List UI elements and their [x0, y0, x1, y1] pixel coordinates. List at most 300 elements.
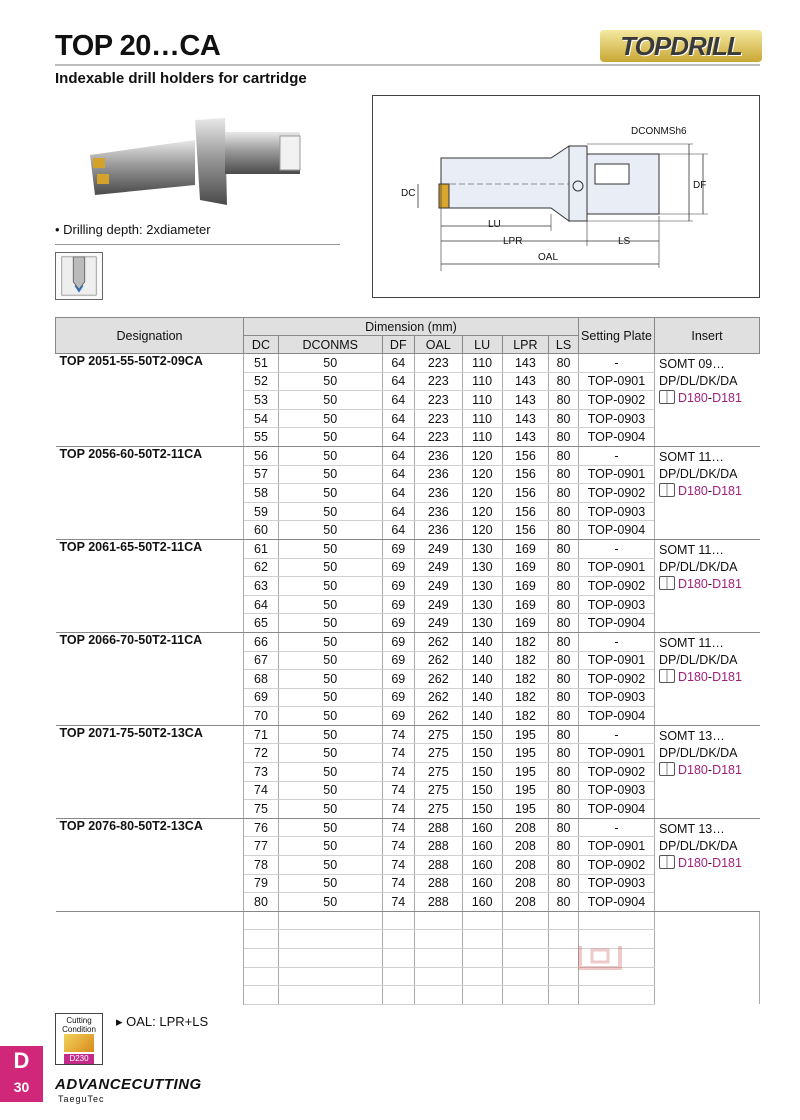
table-row — [56, 539, 760, 558]
dimension-cell: 80 — [549, 558, 579, 577]
depth-divider — [55, 244, 340, 245]
df-label: DF — [693, 180, 707, 191]
empty-cell — [655, 967, 760, 986]
setting-plate-cell: TOP-0903 — [579, 502, 655, 521]
insert-type: SOMT 09… — [659, 357, 725, 371]
empty-cell — [655, 911, 760, 930]
setting-plate-cell: TOP-0901 — [579, 837, 655, 856]
dimension-cell: 140 — [462, 632, 502, 651]
dimension-cell: 61 — [244, 539, 279, 558]
dimension-cell: 64 — [382, 484, 414, 503]
designation-cell: TOP 2066-70-50T2-11CA — [56, 632, 244, 725]
dimension-cell: 236 — [414, 446, 462, 465]
setting-plate-cell: - — [579, 725, 655, 744]
dimension-cell: 64 — [382, 409, 414, 428]
dimension-cell: 80 — [244, 893, 279, 912]
dimension-cell: 208 — [502, 874, 548, 893]
dimension-cell: 262 — [414, 688, 462, 707]
dimension-cell: 288 — [414, 837, 462, 856]
dimension-cell: 236 — [414, 521, 462, 540]
insert-type: SOMT 11… — [659, 635, 724, 650]
empty-cell — [579, 911, 655, 930]
dimension-cell: 50 — [278, 428, 382, 447]
page-ref-end: D181 — [712, 483, 742, 498]
insert-grades: DP/DL/DK/DA — [659, 745, 738, 760]
dimension-cell: 120 — [462, 484, 502, 503]
dimension-cell: 80 — [549, 354, 579, 373]
dimension-cell: 50 — [278, 354, 382, 373]
dimension-cell: 275 — [414, 725, 462, 744]
page-ref-sep: - — [707, 391, 713, 405]
empty-cell — [414, 986, 462, 1005]
setting-plate-cell: TOP-0904 — [579, 707, 655, 726]
insert-page-ref[interactable] — [659, 390, 760, 407]
dimension-cell: 50 — [278, 818, 382, 837]
dimension-cell: 275 — [414, 781, 462, 800]
insert-header: Insert — [655, 318, 760, 354]
dimension-cell: 160 — [462, 856, 502, 875]
dimension-cell: 64 — [382, 465, 414, 484]
insert-cell — [655, 632, 760, 725]
dimension-cell: 80 — [549, 372, 579, 391]
dimension-cell: 169 — [502, 577, 548, 596]
dimension-cell: 73 — [244, 763, 279, 782]
empty-cell — [278, 949, 382, 968]
empty-cell — [382, 986, 414, 1005]
dimension-cell: 50 — [278, 391, 382, 410]
dimension-cell: 288 — [414, 856, 462, 875]
cutting-condition-link[interactable] — [55, 1013, 103, 1065]
dimension-cell: 50 — [278, 465, 382, 484]
dimension-cell: 208 — [502, 856, 548, 875]
oal-note: ▸ OAL: LPR+LS — [116, 1014, 209, 1029]
empty-cell — [244, 986, 279, 1005]
dimension-cell: 120 — [462, 446, 502, 465]
insert-grades: DP/DL/DK/DA — [659, 559, 738, 574]
empty-cell — [56, 930, 244, 949]
spec-table — [55, 317, 760, 1005]
dimension-cell: 50 — [278, 446, 382, 465]
dimension-cell: 80 — [549, 428, 579, 447]
page-ref-end: D181 — [712, 391, 742, 405]
dimension-cell: 63 — [244, 577, 279, 596]
dimension-cell: 80 — [549, 595, 579, 614]
dimension-cell: 55 — [244, 428, 279, 447]
cutting-condition-label: Cutting Condition — [62, 1016, 96, 1034]
book-icon — [659, 576, 675, 590]
empty-cell — [56, 949, 244, 968]
insert-cell — [655, 539, 760, 632]
dimension-cell: 50 — [278, 632, 382, 651]
dimension-cell: 143 — [502, 354, 548, 373]
setting-plate-cell: - — [579, 354, 655, 373]
dimension-header: Dimension (mm) — [244, 318, 579, 336]
book-icon — [659, 390, 675, 404]
table-row — [56, 632, 760, 651]
insert-grades: DP/DL/DK/DA — [659, 374, 738, 388]
dimension-cell: 182 — [502, 651, 548, 670]
drill-holder-photo — [75, 110, 315, 210]
empty-cell — [56, 967, 244, 986]
empty-cell — [244, 911, 279, 930]
empty-cell — [414, 949, 462, 968]
dimension-cell: 249 — [414, 577, 462, 596]
dimension-cell: 110 — [462, 372, 502, 391]
page-ref-sep: - — [707, 669, 713, 684]
dimension-cell: 69 — [382, 707, 414, 726]
dimension-cell: 50 — [278, 837, 382, 856]
dimension-cell: 64 — [382, 521, 414, 540]
page-ref-start: D180 — [678, 855, 708, 870]
dimension-cell: 195 — [502, 744, 548, 763]
dimension-cell: 169 — [502, 558, 548, 577]
dimension-cell: 50 — [278, 800, 382, 819]
page-ref-end: D181 — [712, 855, 742, 870]
dimension-cell: 74 — [382, 856, 414, 875]
lu-label: LU — [488, 219, 501, 230]
dimension-cell: 69 — [382, 577, 414, 596]
dimension-cell: 140 — [462, 670, 502, 689]
dimension-cell: 195 — [502, 763, 548, 782]
dimension-cell: 262 — [414, 651, 462, 670]
dimension-cell: 74 — [382, 763, 414, 782]
dimension-cell: 80 — [549, 614, 579, 633]
empty-cell — [56, 986, 244, 1005]
dimension-cell: 57 — [244, 465, 279, 484]
brand-logo: ADVANCECUTTING — [55, 1076, 202, 1093]
setting-plate-cell: TOP-0901 — [579, 744, 655, 763]
empty-cell — [462, 911, 502, 930]
designation-cell: TOP 2076-80-50T2-13CA — [56, 818, 244, 911]
empty-cell — [462, 967, 502, 986]
dimension-cell: 120 — [462, 465, 502, 484]
setting-plate-cell: TOP-0903 — [579, 874, 655, 893]
column-header-dconms: DCONMS — [278, 336, 382, 354]
dimension-cell: 140 — [462, 651, 502, 670]
dimension-cell: 80 — [549, 521, 579, 540]
page-ref-start: D180 — [678, 669, 708, 684]
setting-plate-cell: TOP-0902 — [579, 577, 655, 596]
dimension-cell: 50 — [278, 372, 382, 391]
setting-plate-cell: - — [579, 818, 655, 837]
dimension-cell: 70 — [244, 707, 279, 726]
setting-plate-cell: TOP-0902 — [579, 484, 655, 503]
dimension-cell: 50 — [278, 763, 382, 782]
dimension-drawing — [373, 96, 761, 299]
dimension-cell: 143 — [502, 428, 548, 447]
cutting-condition-icon — [64, 1034, 94, 1052]
page-number: 30 — [13, 1079, 30, 1095]
dimension-cell: 50 — [278, 577, 382, 596]
dimension-cell: 50 — [278, 781, 382, 800]
setting-plate-cell: TOP-0904 — [579, 893, 655, 912]
insert-type: SOMT 13… — [659, 821, 725, 836]
drilling-depth-note: • Drilling depth: 2xdiameter — [55, 222, 211, 237]
empty-cell — [414, 911, 462, 930]
dimension-cell: 50 — [278, 707, 382, 726]
dimension-cell: 223 — [414, 354, 462, 373]
dimension-cell: 249 — [414, 539, 462, 558]
dimension-cell: 156 — [502, 465, 548, 484]
page-ref-end: D181 — [712, 669, 742, 684]
dimension-cell: 150 — [462, 725, 502, 744]
empty-table-row — [56, 911, 760, 930]
dimension-cell: 195 — [502, 781, 548, 800]
book-icon — [659, 669, 675, 683]
empty-cell — [502, 911, 548, 930]
empty-cell — [655, 986, 760, 1005]
dimension-cell: 50 — [278, 651, 382, 670]
dimension-cell: 169 — [502, 539, 548, 558]
empty-cell — [382, 949, 414, 968]
dimension-cell: 53 — [244, 391, 279, 410]
dimension-cell: 110 — [462, 354, 502, 373]
drilling-depth-icon — [55, 252, 103, 300]
dimension-cell: 78 — [244, 856, 279, 875]
dimension-cell: 69 — [382, 558, 414, 577]
setting-plate-cell: TOP-0902 — [579, 670, 655, 689]
insert-page-ref[interactable] — [659, 576, 760, 593]
dimension-cell: 50 — [278, 874, 382, 893]
dimension-cell: 69 — [382, 670, 414, 689]
page-ref-sep: - — [707, 762, 713, 777]
lpr-label: LPR — [503, 236, 523, 247]
empty-cell — [462, 949, 502, 968]
section-tab — [0, 1046, 43, 1102]
topdrill-logo: TOPDRILL — [600, 30, 762, 62]
column-header-ls: LS — [549, 336, 579, 354]
dimension-cell: 80 — [549, 763, 579, 782]
dimension-cell: 182 — [502, 688, 548, 707]
dimension-cell: 64 — [382, 446, 414, 465]
column-header-lpr: LPR — [502, 336, 548, 354]
empty-cell — [655, 930, 760, 949]
dimension-cell: 80 — [549, 856, 579, 875]
insert-grades: DP/DL/DK/DA — [659, 652, 738, 667]
dimension-cell: 208 — [502, 893, 548, 912]
dimension-cell: 150 — [462, 744, 502, 763]
page-ref-start: D180 — [678, 391, 708, 405]
dimension-cell: 169 — [502, 595, 548, 614]
dimension-cell: 74 — [244, 781, 279, 800]
dimension-cell: 182 — [502, 632, 548, 651]
ls-label: LS — [618, 236, 631, 247]
book-icon — [659, 855, 675, 869]
dimension-cell: 208 — [502, 818, 548, 837]
designation-cell: TOP 2061-65-50T2-11CA — [56, 539, 244, 632]
dimension-cell: 143 — [502, 391, 548, 410]
dimension-cell: 249 — [414, 558, 462, 577]
page-title: TOP 20…CA — [55, 30, 221, 62]
dimension-cell: 195 — [502, 800, 548, 819]
setting-plate-cell: TOP-0904 — [579, 521, 655, 540]
table-row — [56, 818, 760, 837]
dimension-cell: 80 — [549, 781, 579, 800]
book-icon — [659, 762, 675, 776]
empty-cell — [382, 930, 414, 949]
dimension-cell: 156 — [502, 484, 548, 503]
dimension-cell: 64 — [382, 391, 414, 410]
setting-plate-cell: TOP-0901 — [579, 651, 655, 670]
designation-header: Designation — [56, 318, 244, 354]
dimension-cell: 50 — [278, 856, 382, 875]
insert-cell — [655, 354, 760, 447]
dconms-label: DCONMSh6 — [631, 126, 687, 137]
dimension-cell: 69 — [244, 688, 279, 707]
dimension-cell: 68 — [244, 670, 279, 689]
dimension-cell: 80 — [549, 707, 579, 726]
dimension-cell: 80 — [549, 874, 579, 893]
dimension-cell: 50 — [278, 670, 382, 689]
dimension-cell: 195 — [502, 725, 548, 744]
column-header-df: DF — [382, 336, 414, 354]
dimension-cell: 80 — [549, 502, 579, 521]
brand-subtitle: TaeguTec — [58, 1094, 105, 1104]
dc-label: DC — [401, 188, 416, 199]
empty-cell — [278, 986, 382, 1005]
dimension-cell: 74 — [382, 744, 414, 763]
dimension-cell: 69 — [382, 614, 414, 633]
dimension-cell: 80 — [549, 893, 579, 912]
dimension-cell: 54 — [244, 409, 279, 428]
table-row — [56, 725, 760, 744]
dimension-cell: 59 — [244, 502, 279, 521]
dimension-cell: 74 — [382, 800, 414, 819]
column-header-oal: OAL — [414, 336, 462, 354]
dimension-cell: 80 — [549, 688, 579, 707]
empty-cell — [655, 949, 760, 968]
dimension-cell: 71 — [244, 725, 279, 744]
dimension-cell: 80 — [549, 484, 579, 503]
dimension-cell: 74 — [382, 781, 414, 800]
setting-plate-cell: TOP-0903 — [579, 781, 655, 800]
insert-cell — [655, 818, 760, 911]
dimension-cell: 150 — [462, 781, 502, 800]
empty-cell — [549, 911, 579, 930]
dimension-cell: 50 — [278, 725, 382, 744]
dimension-cell: 160 — [462, 874, 502, 893]
dimension-cell: 236 — [414, 465, 462, 484]
dimension-cell: 74 — [382, 725, 414, 744]
dimension-cell: 66 — [244, 632, 279, 651]
empty-cell — [244, 930, 279, 949]
book-icon — [659, 483, 675, 497]
page-ref-start: D180 — [678, 762, 708, 777]
dimension-cell: 110 — [462, 409, 502, 428]
dimension-cell: 156 — [502, 521, 548, 540]
insert-page-ref[interactable] — [659, 762, 760, 779]
dimension-cell: 50 — [278, 409, 382, 428]
dimension-cell: 262 — [414, 632, 462, 651]
dimension-cell: 140 — [462, 688, 502, 707]
designation-cell: TOP 2071-75-50T2-13CA — [56, 725, 244, 818]
dimension-cell: 80 — [549, 577, 579, 596]
empty-cell — [382, 967, 414, 986]
insert-grades: DP/DL/DK/DA — [659, 466, 738, 481]
dimension-cell: 80 — [549, 446, 579, 465]
dimension-cell: 80 — [549, 818, 579, 837]
dimension-cell: 156 — [502, 502, 548, 521]
empty-cell — [278, 930, 382, 949]
empty-cell — [414, 930, 462, 949]
dimension-cell: 288 — [414, 818, 462, 837]
designation-cell: TOP 2056-60-50T2-11CA — [56, 446, 244, 539]
dimension-cell: 110 — [462, 391, 502, 410]
dimension-cell: 130 — [462, 614, 502, 633]
dimension-cell: 150 — [462, 763, 502, 782]
table-row — [56, 446, 760, 465]
dimension-cell: 120 — [462, 502, 502, 521]
setting-plate-cell: TOP-0904 — [579, 428, 655, 447]
dimension-cell: 160 — [462, 818, 502, 837]
setting-plate-cell: TOP-0902 — [579, 763, 655, 782]
dimension-cell: 160 — [462, 893, 502, 912]
title-divider — [55, 64, 760, 66]
insert-page-ref[interactable] — [659, 855, 760, 872]
dimension-cell: 64 — [382, 428, 414, 447]
dimension-cell: 288 — [414, 893, 462, 912]
dimension-cell: 69 — [382, 539, 414, 558]
insert-type: SOMT 13… — [659, 728, 725, 743]
insert-page-ref[interactable] — [659, 483, 760, 500]
setting-plate-cell: - — [579, 446, 655, 465]
dimension-cell: 64 — [382, 502, 414, 521]
dimension-cell: 208 — [502, 837, 548, 856]
dimension-cell: 160 — [462, 837, 502, 856]
dimension-cell: 143 — [502, 372, 548, 391]
dimension-cell: 50 — [278, 521, 382, 540]
page-ref-sep: - — [707, 576, 713, 591]
dimension-cell: 75 — [244, 800, 279, 819]
dimension-cell: 80 — [549, 539, 579, 558]
dimension-cell: 249 — [414, 614, 462, 633]
dimension-cell: 50 — [278, 558, 382, 577]
dimension-cell: 50 — [278, 688, 382, 707]
setting-plate-header: Setting Plate — [579, 318, 655, 354]
dimension-cell: 77 — [244, 837, 279, 856]
column-header-dc: DC — [244, 336, 279, 354]
dimension-cell: 50 — [278, 502, 382, 521]
dimension-cell: 140 — [462, 707, 502, 726]
empty-cell — [462, 986, 502, 1005]
page-ref-end: D181 — [712, 576, 742, 591]
empty-cell — [278, 967, 382, 986]
dimension-cell: 80 — [549, 465, 579, 484]
dimension-cell: 50 — [278, 595, 382, 614]
setting-plate-cell: TOP-0902 — [579, 391, 655, 410]
setting-plate-cell: TOP-0901 — [579, 465, 655, 484]
dimension-cell: 275 — [414, 800, 462, 819]
dimension-cell: 69 — [382, 595, 414, 614]
empty-cell — [462, 930, 502, 949]
dimension-cell: 110 — [462, 428, 502, 447]
column-header-lu: LU — [462, 336, 502, 354]
dimension-cell: 182 — [502, 670, 548, 689]
empty-cell — [56, 911, 244, 930]
empty-cell — [382, 911, 414, 930]
dimension-cell: 262 — [414, 670, 462, 689]
dimension-cell: 130 — [462, 577, 502, 596]
insert-cell — [655, 725, 760, 818]
dimension-cell: 74 — [382, 893, 414, 912]
dimension-cell: 74 — [382, 818, 414, 837]
insert-grades: DP/DL/DK/DA — [659, 838, 738, 853]
page-ref-start: D180 — [678, 576, 708, 591]
insert-page-ref[interactable] — [659, 669, 760, 686]
dimension-cell: 72 — [244, 744, 279, 763]
dimension-cell: 249 — [414, 595, 462, 614]
empty-cell — [414, 967, 462, 986]
